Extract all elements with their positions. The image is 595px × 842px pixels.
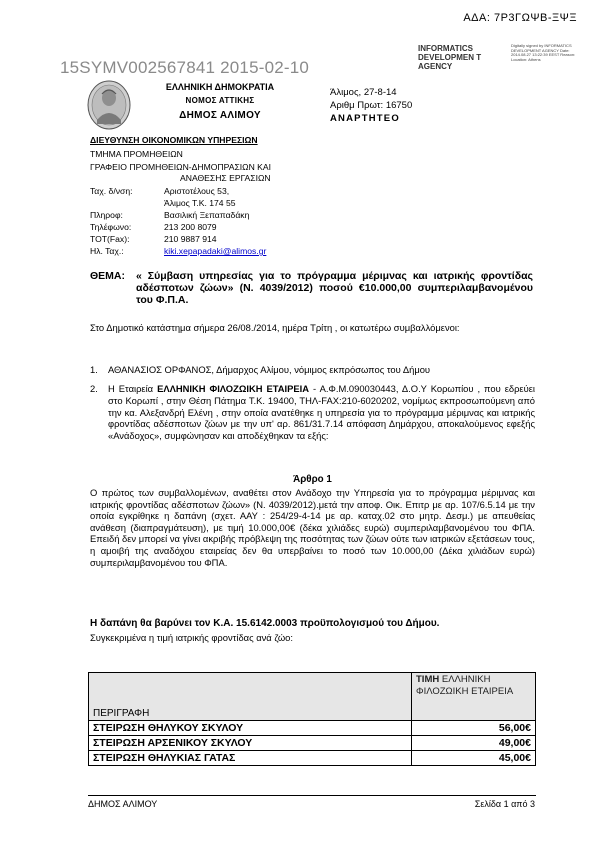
col-price-rest: ΕΛΛΗΝΙΚΗ ΦΙΛΟΖΩΙΚΗ ΕΤΑΙΡΕΙΑ [416,674,514,697]
address-value: Αριστοτέλους 53, [164,186,230,196]
email-link[interactable]: kiki.xepapadaki@alimos.gr [164,246,267,256]
posted-label: ΑΝΑΡΤΗΤΕΟ [330,113,400,124]
fax-label: ΤΟΤ(Fax): [90,234,130,244]
document-id-watermark: 15SYMV002567841 2015-02-10 [60,58,310,77]
municipality-seal-icon [87,80,131,130]
office-line-2: ΑΝΑΘΕΣΗΣ ΕΡΓΑΣΙΩΝ [180,173,271,183]
party-1-text: ΑΘΑΝΑΣΙΟΣ ΟΡΦΑΝΟΣ, Δήμαρχος Αλίμου, νόμιμος εκπρόσωπος του Δήμου [108,364,431,375]
intro-paragraph: Στο Δημοτικό κατάστημα σήμερα 26/08./2014, ημέρα Τρίτη , οι κατωτέρω συμβαλλόμενοι: [90,322,460,333]
phone-row [90,222,217,232]
row-item: ΣΤΕΙΡΩΣΗ ΘΗΛΥΚΙΑΣ ΓΑΤΑΣ [89,751,412,766]
signature-metadata: Digitally signed by INFORMATICS DEVELOPMENT AGENCY Date: 2014.08.27 13:22:39 EEST Reason: Location: Athens [511,43,576,62]
email-row [90,246,266,256]
table-row [89,736,536,751]
phone-label: Τηλέφωνο: [90,222,132,232]
row-item: ΣΤΕΙΡΩΣΗ ΑΡΣΕΝΙΚΟΥ ΣΚΥΛΟΥ [89,736,412,751]
section: ΤΜΗΜΑ ΠΡΟΜΗΘΕΙΩΝ [90,149,183,159]
office-line-1: ΓΡΑΦΕΙΟ ΠΡΟΜΗΘΕΙΩΝ-ΔΗΜΟΠΡΑΣΙΩΝ ΚΑΙ [90,162,272,172]
party-2-details: - Α.Φ.Μ.090030443, Δ.Ο.Υ Κορωπίου , που εδρεύει στο Κορωπί , στην Θέση Πάτημα Τ.Κ. 19400, ΤΗΛ-FAX:210-6020202, νομίμως εκπροσωπούμενη από την κα. Αλεξανδρή Ελένη , στην οποία ανατέθηκε η υπηρεσία για το πρόγραμμα μέριμνας και ιατρικής φροντίδας αδέσποτων ζώων με την υπ' αρ. 861/31.7.14 απόφαση Δημάρχου, αποκαλούμενος εφεξής «Ανάδοχος», συμφώνησαν και αποδέχθηκαν τα εξής: [108,383,536,442]
footer-divider [88,795,536,796]
place-date: Άλιμος, 27-8-14 [330,87,397,98]
article-title: Άρθρο 1 [293,474,332,485]
header-republic: ΕΛΛΗΝΙΚΗ ΔΗΜΟΚΡΑΤΙΑ [165,82,275,92]
col-price-bold: ΤΙΜΗ [416,674,440,685]
ada-code: ΑΔΑ: 7Ρ3ΓΩΨΒ-ΞΨΞ [463,12,577,24]
fax-value: 210 9887 914 [164,234,217,244]
col-price [412,673,536,721]
party-2-number: 2. [90,383,98,394]
info-row [90,210,249,220]
subject-label: ΘΕΜΑ: [90,270,125,282]
row-price: 56,00€ [412,721,536,736]
budget-line: Η δαπάνη θα βαρύνει τον Κ.Α. 15.6142.0003 προϋπολογισμού του Δήμου. [90,618,440,629]
table-header-row [89,673,536,721]
header-prefecture: ΝΟΜΟΣ ΑΤΤΙΚΗΣ [185,96,255,105]
subject-text: « Σύμβαση υπηρεσίας για το πρόγραμμα μέριμνας και ιατρικής φροντίδας αδέσποτων ζώων» (Ν. 4039/2012) ποσού €10.000,00 συμπεριλαμβανομένου του Φ.Π.Α. [136,270,533,306]
row-price: 45,00€ [412,751,536,766]
party-2-text [108,383,535,442]
article-text: Ο πρώτος των συμβαλλομένων, αναθέτει στον Ανάδοχο την Υπηρεσία για το πρόγραμμα μέριμνας και ιατρικής φροντίδας αδέσποτων ζώων» (Ν. 4039/2012).μετά την αποφ. Οικ. Επιτρ με αρ. 107/6.5.14 με την οποία εγκρίθηκε η δαπάνη (σχετ. ΑΑΥ : 254/29-4-14 με αρ. καταχ.02 στο μητρ. Δεσμ.) με απευθείας ανάθεση (διαπραγμάτευση), με τιμή 10.000,00€ (δέκα χιλιάδες ευρώ) συμπεριλαμβανομένου του ΦΠΑ. Επειδή δεν μπορεί να γίνει ακριβής πρόβλεψη της ποσότητας των ζώων ούτε των ιατρικών εξετάσεων τους, η αμοιβή της αναδόχου εταιρείας δεν θα υπερβαίνει το ποσό των 10.000,00 (Δέκα χιλιάδων ευρώ) συμπεριλαμβανομένου του ΦΠΑ. [90,487,536,568]
directorate: ΔΙΕΥΘΥΝΣΗ ΟΙΚΟΝΟΜΙΚΩΝ ΥΠΗΡΕΣΙΩΝ [90,135,258,145]
header-municipality: ΔΗΜΟΣ ΑΛΙΜΟΥ [179,110,261,121]
info-label: Πληροφ: [90,210,123,220]
email-label: Ηλ. Ταχ.: [90,246,124,256]
fees-table [88,672,536,766]
price-intro: Συγκεκριμένα η τιμή ιατρικής φροντίδας ανά ζώο: [90,632,293,643]
footer-municipality: ΔΗΜΟΣ ΑΛΙΜΟΥ [88,799,158,809]
page-number: Σελίδα 1 από 3 [474,799,535,809]
party-2-prefix: Η Εταιρεία [108,383,154,394]
table-row [89,721,536,736]
signer-organization: INFORMATICS DEVELOPMEN T AGENCY [418,44,482,71]
phone-value: 213 200 8079 [164,222,217,232]
protocol-number: Αριθμ Πρωτ: 16750 [330,100,413,111]
address-label: Ταχ. δ/νση: [90,186,133,196]
info-value: Βασιλική Ξεπαπαδάκη [164,210,250,220]
col-description: ΠΕΡΙΓΡΑΦΗ [89,673,412,721]
table-row [89,751,536,766]
row-item: ΣΤΕΙΡΩΣΗ ΘΗΛΥΚΟΥ ΣΚΥΛΟΥ [89,721,412,736]
address-line-2: Άλιμος Τ.Κ. 174 55 [164,198,236,208]
fax-row [90,234,217,244]
party-1-number: 1. [90,364,98,375]
row-price: 49,00€ [412,736,536,751]
party-2-name: ΕΛΛΗΝΙΚΗ ΦΙΛΟΖΩΙΚΗ ΕΤΑΙΡΕΙΑ [157,383,309,394]
address-row [90,186,229,196]
